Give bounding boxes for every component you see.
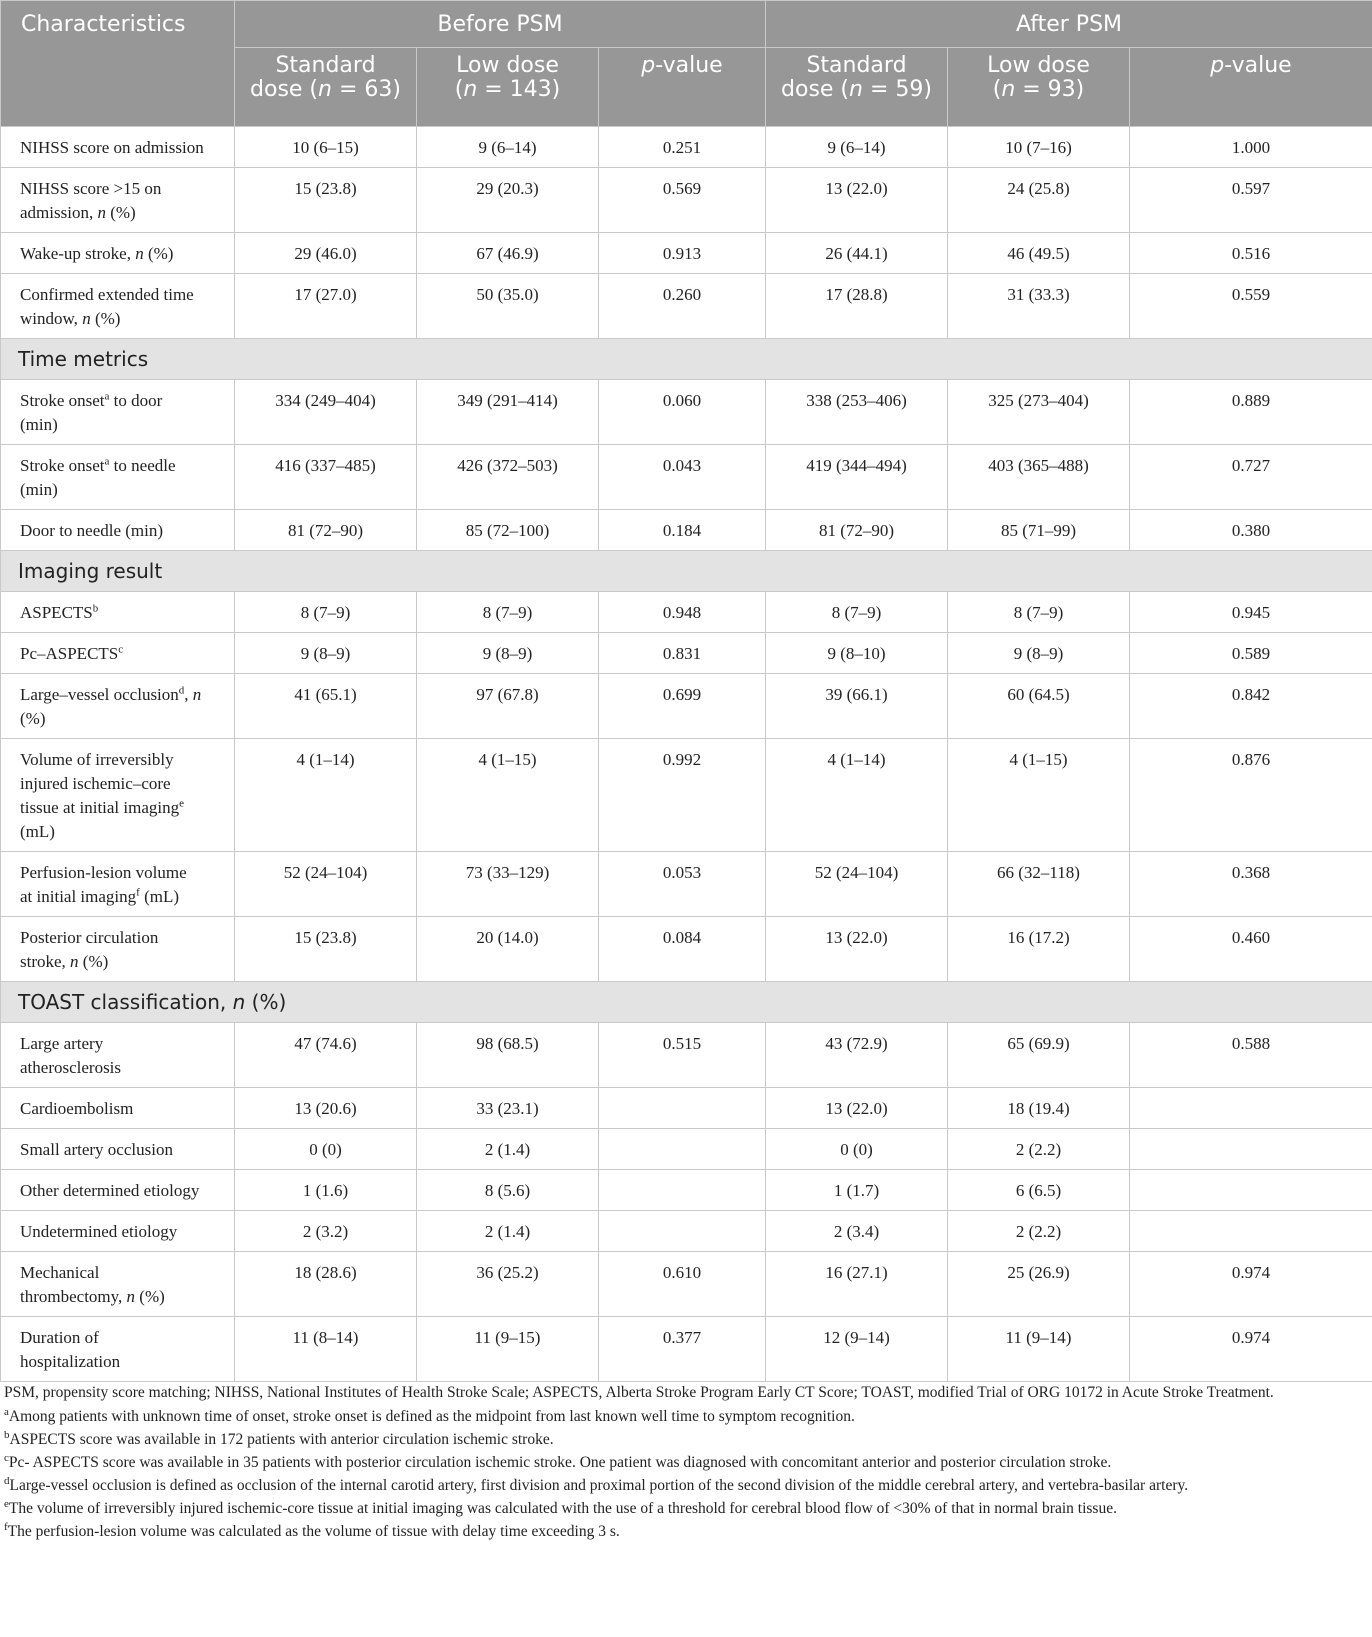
table-cell: 47 (74.6) [235, 1023, 417, 1088]
table-cell: 26 (44.1) [766, 233, 948, 274]
row-label: Perfusion-lesion volume at initial imaging$^f$ (mL) [1, 852, 235, 917]
p-value-cell: 0.460 [1130, 917, 1372, 982]
p-value-cell: 0.515 [599, 1023, 766, 1088]
section-header-toast-classification [1, 982, 1372, 1023]
table-cell: 50 (35.0) [417, 274, 599, 339]
table-cell: 2 (2.2) [948, 1129, 1130, 1170]
p-value-cell: 1.000 [1130, 127, 1372, 168]
table-cell: 20 (14.0) [417, 917, 599, 982]
row-label: Mechanical thrombectomy, n (%) [1, 1252, 235, 1317]
table-cell: 12 (9–14) [766, 1317, 948, 1382]
row-label: ASPECTS$^b$ [1, 592, 235, 633]
table-cell: 9 (8–9) [235, 633, 417, 674]
row-label: Stroke onset$^a$ to door (min) [1, 380, 235, 445]
table-row [1, 852, 1372, 917]
footnote-f: $^f$The perfusion-lesion volume was calculated as the volume of tissue with delay time exceeding 3 s. [4, 1520, 620, 1540]
table-cell: 9 (8–9) [417, 633, 599, 674]
table-cell: 2 (3.4) [766, 1211, 948, 1252]
footnote-abbreviations: PSM, propensity score matching; NIHSS, National Institutes of Health Stroke Scale; ASPECTS, Alberta Stroke Program Early CT Score; TOAST, modified Trial of ORG 10172 in Acute Stroke Treatment. [4, 1384, 1274, 1401]
row-label: Duration of hospitalization [1, 1317, 235, 1382]
table-cell: 9 (6–14) [766, 127, 948, 168]
p-value-cell: 0.060 [599, 380, 766, 445]
row-label: Wake-up stroke, n (%) [1, 233, 235, 274]
table-cell: 17 (27.0) [235, 274, 417, 339]
p-value-cell: 0.974 [1130, 1317, 1372, 1382]
table-cell: 4 (1–14) [235, 739, 417, 852]
p-value-cell: 0.559 [1130, 274, 1372, 339]
table-cell: 11 (9–14) [948, 1317, 1130, 1382]
row-label: Volume of irreversibly injured ischemic–core tissue at initial imaging$^e$ (mL) [1, 739, 235, 852]
table-cell: 16 (17.2) [948, 917, 1130, 982]
p-value-cell: 0.588 [1130, 1023, 1372, 1088]
p-value-cell [1130, 1129, 1372, 1170]
p-value-cell [1130, 1211, 1372, 1252]
p-value-cell: 0.889 [1130, 380, 1372, 445]
footnote-e: $^e$The volume of irreversibly injured ischemic-core tissue at initial imaging was calculated with the use of a threshold for cerebral blood flow of <30% of that in normal brain tissue. [4, 1497, 1117, 1517]
header-before-standard-dose: Standard dose (n = 63) [235, 48, 417, 127]
table-cell: 17 (28.8) [766, 274, 948, 339]
table-cell: 41 (65.1) [235, 674, 417, 739]
row-label: NIHSS score on admission [1, 127, 235, 168]
table-cell: 4 (1–14) [766, 739, 948, 852]
table-cell: 33 (23.1) [417, 1088, 599, 1129]
table-cell: 4 (1–15) [948, 739, 1130, 852]
table-row [1, 127, 1372, 168]
table-cell: 2 (3.2) [235, 1211, 417, 1252]
footnote-d: $^d$Large-vessel occlusion is defined as occlusion of the internal carotid artery, first division and proximal portion of the second division of the middle cerebral artery, and vertebra-basilar artery. [4, 1474, 1189, 1494]
row-label: Other determined etiology [1, 1170, 235, 1211]
footnote-a: $^a$Among patients with unknown time of onset, stroke onset is defined as the midpoint from last known well time to symptom recognition. [4, 1405, 855, 1425]
p-value-cell: 0.699 [599, 674, 766, 739]
p-value-cell: 0.974 [1130, 1252, 1372, 1317]
p-value-cell: 0.380 [1130, 510, 1372, 551]
table-cell: 2 (1.4) [417, 1211, 599, 1252]
table-cell: 10 (6–15) [235, 127, 417, 168]
table-cell: 13 (20.6) [235, 1088, 417, 1129]
table-row [1, 1317, 1372, 1382]
table-cell: 8 (5.6) [417, 1170, 599, 1211]
table-row [1, 739, 1372, 852]
row-label: Cardioembolism [1, 1088, 235, 1129]
table-row [1, 1023, 1372, 1088]
table-row [1, 1252, 1372, 1317]
table-cell: 18 (19.4) [948, 1088, 1130, 1129]
table-cell: 2 (2.2) [948, 1211, 1130, 1252]
table-cell: 29 (20.3) [417, 168, 599, 233]
table-cell: 13 (22.0) [766, 168, 948, 233]
p-value-cell: 0.368 [1130, 852, 1372, 917]
table-cell: 31 (33.3) [948, 274, 1130, 339]
header-after-psm: After PSM [766, 1, 1372, 48]
row-label: Large–vessel occlusion$^d$, n (%) [1, 674, 235, 739]
table-cell: 67 (46.9) [417, 233, 599, 274]
p-value-cell [599, 1088, 766, 1129]
table-cell: 2 (1.4) [417, 1129, 599, 1170]
table-cell: 43 (72.9) [766, 1023, 948, 1088]
table-cell: 325 (273–404) [948, 380, 1130, 445]
table-cell: 419 (344–494) [766, 445, 948, 510]
p-value-cell: 0.597 [1130, 168, 1372, 233]
table-row [1, 592, 1372, 633]
p-value-cell: 0.842 [1130, 674, 1372, 739]
table-cell: 52 (24–104) [766, 852, 948, 917]
table-cell: 11 (8–14) [235, 1317, 417, 1382]
table-footnotes [4, 1382, 1366, 1544]
section-title: Imaging result [1, 551, 1372, 592]
table-cell: 13 (22.0) [766, 917, 948, 982]
p-value-cell [1130, 1088, 1372, 1129]
table-cell: 9 (8–9) [948, 633, 1130, 674]
header-after-p-value: p-value [1130, 48, 1372, 127]
table-cell: 9 (6–14) [417, 127, 599, 168]
footnote-c: $^c$Pc- ASPECTS score was available in 35 patients with posterior circulation ischemic stroke. One patient was diagnosed with concomitant anterior and posterior circulation stroke. [4, 1451, 1112, 1471]
table-cell: 4 (1–15) [417, 739, 599, 852]
footnote-b: $^b$ASPECTS score was available in 172 patients with anterior circulation ischemic stroke. [4, 1428, 554, 1448]
table-cell: 29 (46.0) [235, 233, 417, 274]
p-value-cell [599, 1129, 766, 1170]
table-cell: 18 (28.6) [235, 1252, 417, 1317]
header-before-p-value: p-value [599, 48, 766, 127]
p-value-cell: 0.992 [599, 739, 766, 852]
table-cell: 81 (72–90) [235, 510, 417, 551]
p-value-cell [599, 1170, 766, 1211]
table-cell: 85 (72–100) [417, 510, 599, 551]
table-cell: 8 (7–9) [948, 592, 1130, 633]
section-header-time-metrics [1, 339, 1372, 380]
table-cell: 8 (7–9) [766, 592, 948, 633]
table-cell: 73 (33–129) [417, 852, 599, 917]
table-cell: 66 (32–118) [948, 852, 1130, 917]
row-label: Door to needle (min) [1, 510, 235, 551]
p-value-cell: 0.831 [599, 633, 766, 674]
table-cell: 15 (23.8) [235, 168, 417, 233]
row-label: Small artery occlusion [1, 1129, 235, 1170]
p-value-cell: 0.084 [599, 917, 766, 982]
p-value-cell: 0.260 [599, 274, 766, 339]
table-cell: 416 (337–485) [235, 445, 417, 510]
table-cell: 338 (253–406) [766, 380, 948, 445]
row-label: Large artery atherosclerosis [1, 1023, 235, 1088]
table-cell: 39 (66.1) [766, 674, 948, 739]
table-cell: 11 (9–15) [417, 1317, 599, 1382]
header-row-groups [1, 1, 1372, 48]
table-cell: 8 (7–9) [235, 592, 417, 633]
row-label: Confirmed extended time window, n (%) [1, 274, 235, 339]
table-cell: 85 (71–99) [948, 510, 1130, 551]
row-label: Posterior circulation stroke, n (%) [1, 917, 235, 982]
header-after-standard-dose: Standard dose (n = 59) [766, 48, 948, 127]
p-value-cell [599, 1211, 766, 1252]
table-cell: 349 (291–414) [417, 380, 599, 445]
table-cell: 0 (0) [235, 1129, 417, 1170]
table-cell: 46 (49.5) [948, 233, 1130, 274]
table-row [1, 633, 1372, 674]
table-row [1, 1088, 1372, 1129]
row-label: NIHSS score >15 on admission, n (%) [1, 168, 235, 233]
p-value-cell: 0.948 [599, 592, 766, 633]
table-cell: 97 (67.8) [417, 674, 599, 739]
table-row [1, 1129, 1372, 1170]
table-row [1, 1211, 1372, 1252]
section-header-imaging-result [1, 551, 1372, 592]
table-row [1, 510, 1372, 551]
table-row [1, 274, 1372, 339]
p-value-cell: 0.945 [1130, 592, 1372, 633]
table-cell: 36 (25.2) [417, 1252, 599, 1317]
table-row [1, 233, 1372, 274]
section-title: TOAST classification, n (%) [1, 982, 1372, 1023]
p-value-cell: 0.610 [599, 1252, 766, 1317]
header-characteristics: Characteristics [1, 1, 235, 127]
table-row [1, 380, 1372, 445]
table-cell: 1 (1.6) [235, 1170, 417, 1211]
table-cell: 10 (7–16) [948, 127, 1130, 168]
p-value-cell: 0.913 [599, 233, 766, 274]
p-value-cell: 0.876 [1130, 739, 1372, 852]
p-value-cell: 0.184 [599, 510, 766, 551]
table-cell: 403 (365–488) [948, 445, 1130, 510]
table-cell: 52 (24–104) [235, 852, 417, 917]
p-value-cell: 0.569 [599, 168, 766, 233]
header-before-low-dose: Low dose (n = 143) [417, 48, 599, 127]
header-before-psm: Before PSM [235, 1, 766, 48]
table-cell: 13 (22.0) [766, 1088, 948, 1129]
table-cell: 25 (26.9) [948, 1252, 1130, 1317]
table-cell: 1 (1.7) [766, 1170, 948, 1211]
row-label: Pc–ASPECTS$^c$ [1, 633, 235, 674]
table-row [1, 445, 1372, 510]
p-value-cell [1130, 1170, 1372, 1211]
p-value-cell: 0.727 [1130, 445, 1372, 510]
p-value-cell: 0.516 [1130, 233, 1372, 274]
table-cell: 65 (69.9) [948, 1023, 1130, 1088]
table-cell: 334 (249–404) [235, 380, 417, 445]
section-title: Time metrics [1, 339, 1372, 380]
table-cell: 81 (72–90) [766, 510, 948, 551]
row-label: Undetermined etiology [1, 1211, 235, 1252]
table-cell: 24 (25.8) [948, 168, 1130, 233]
header-after-low-dose: Low dose (n = 93) [948, 48, 1130, 127]
p-value-cell: 0.053 [599, 852, 766, 917]
table-cell: 15 (23.8) [235, 917, 417, 982]
table-cell: 16 (27.1) [766, 1252, 948, 1317]
table-row [1, 917, 1372, 982]
table-cell: 98 (68.5) [417, 1023, 599, 1088]
table-cell: 0 (0) [766, 1129, 948, 1170]
p-value-cell: 0.251 [599, 127, 766, 168]
table-cell: 9 (8–10) [766, 633, 948, 674]
table-row [1, 674, 1372, 739]
table-cell: 60 (64.5) [948, 674, 1130, 739]
table-cell: 426 (372–503) [417, 445, 599, 510]
row-label: Stroke onset$^a$ to needle (min) [1, 445, 235, 510]
p-value-cell: 0.043 [599, 445, 766, 510]
table-cell: 8 (7–9) [417, 592, 599, 633]
p-value-cell: 0.589 [1130, 633, 1372, 674]
table-cell: 6 (6.5) [948, 1170, 1130, 1211]
table-row [1, 1170, 1372, 1211]
p-value-cell: 0.377 [599, 1317, 766, 1382]
table-row [1, 168, 1372, 233]
